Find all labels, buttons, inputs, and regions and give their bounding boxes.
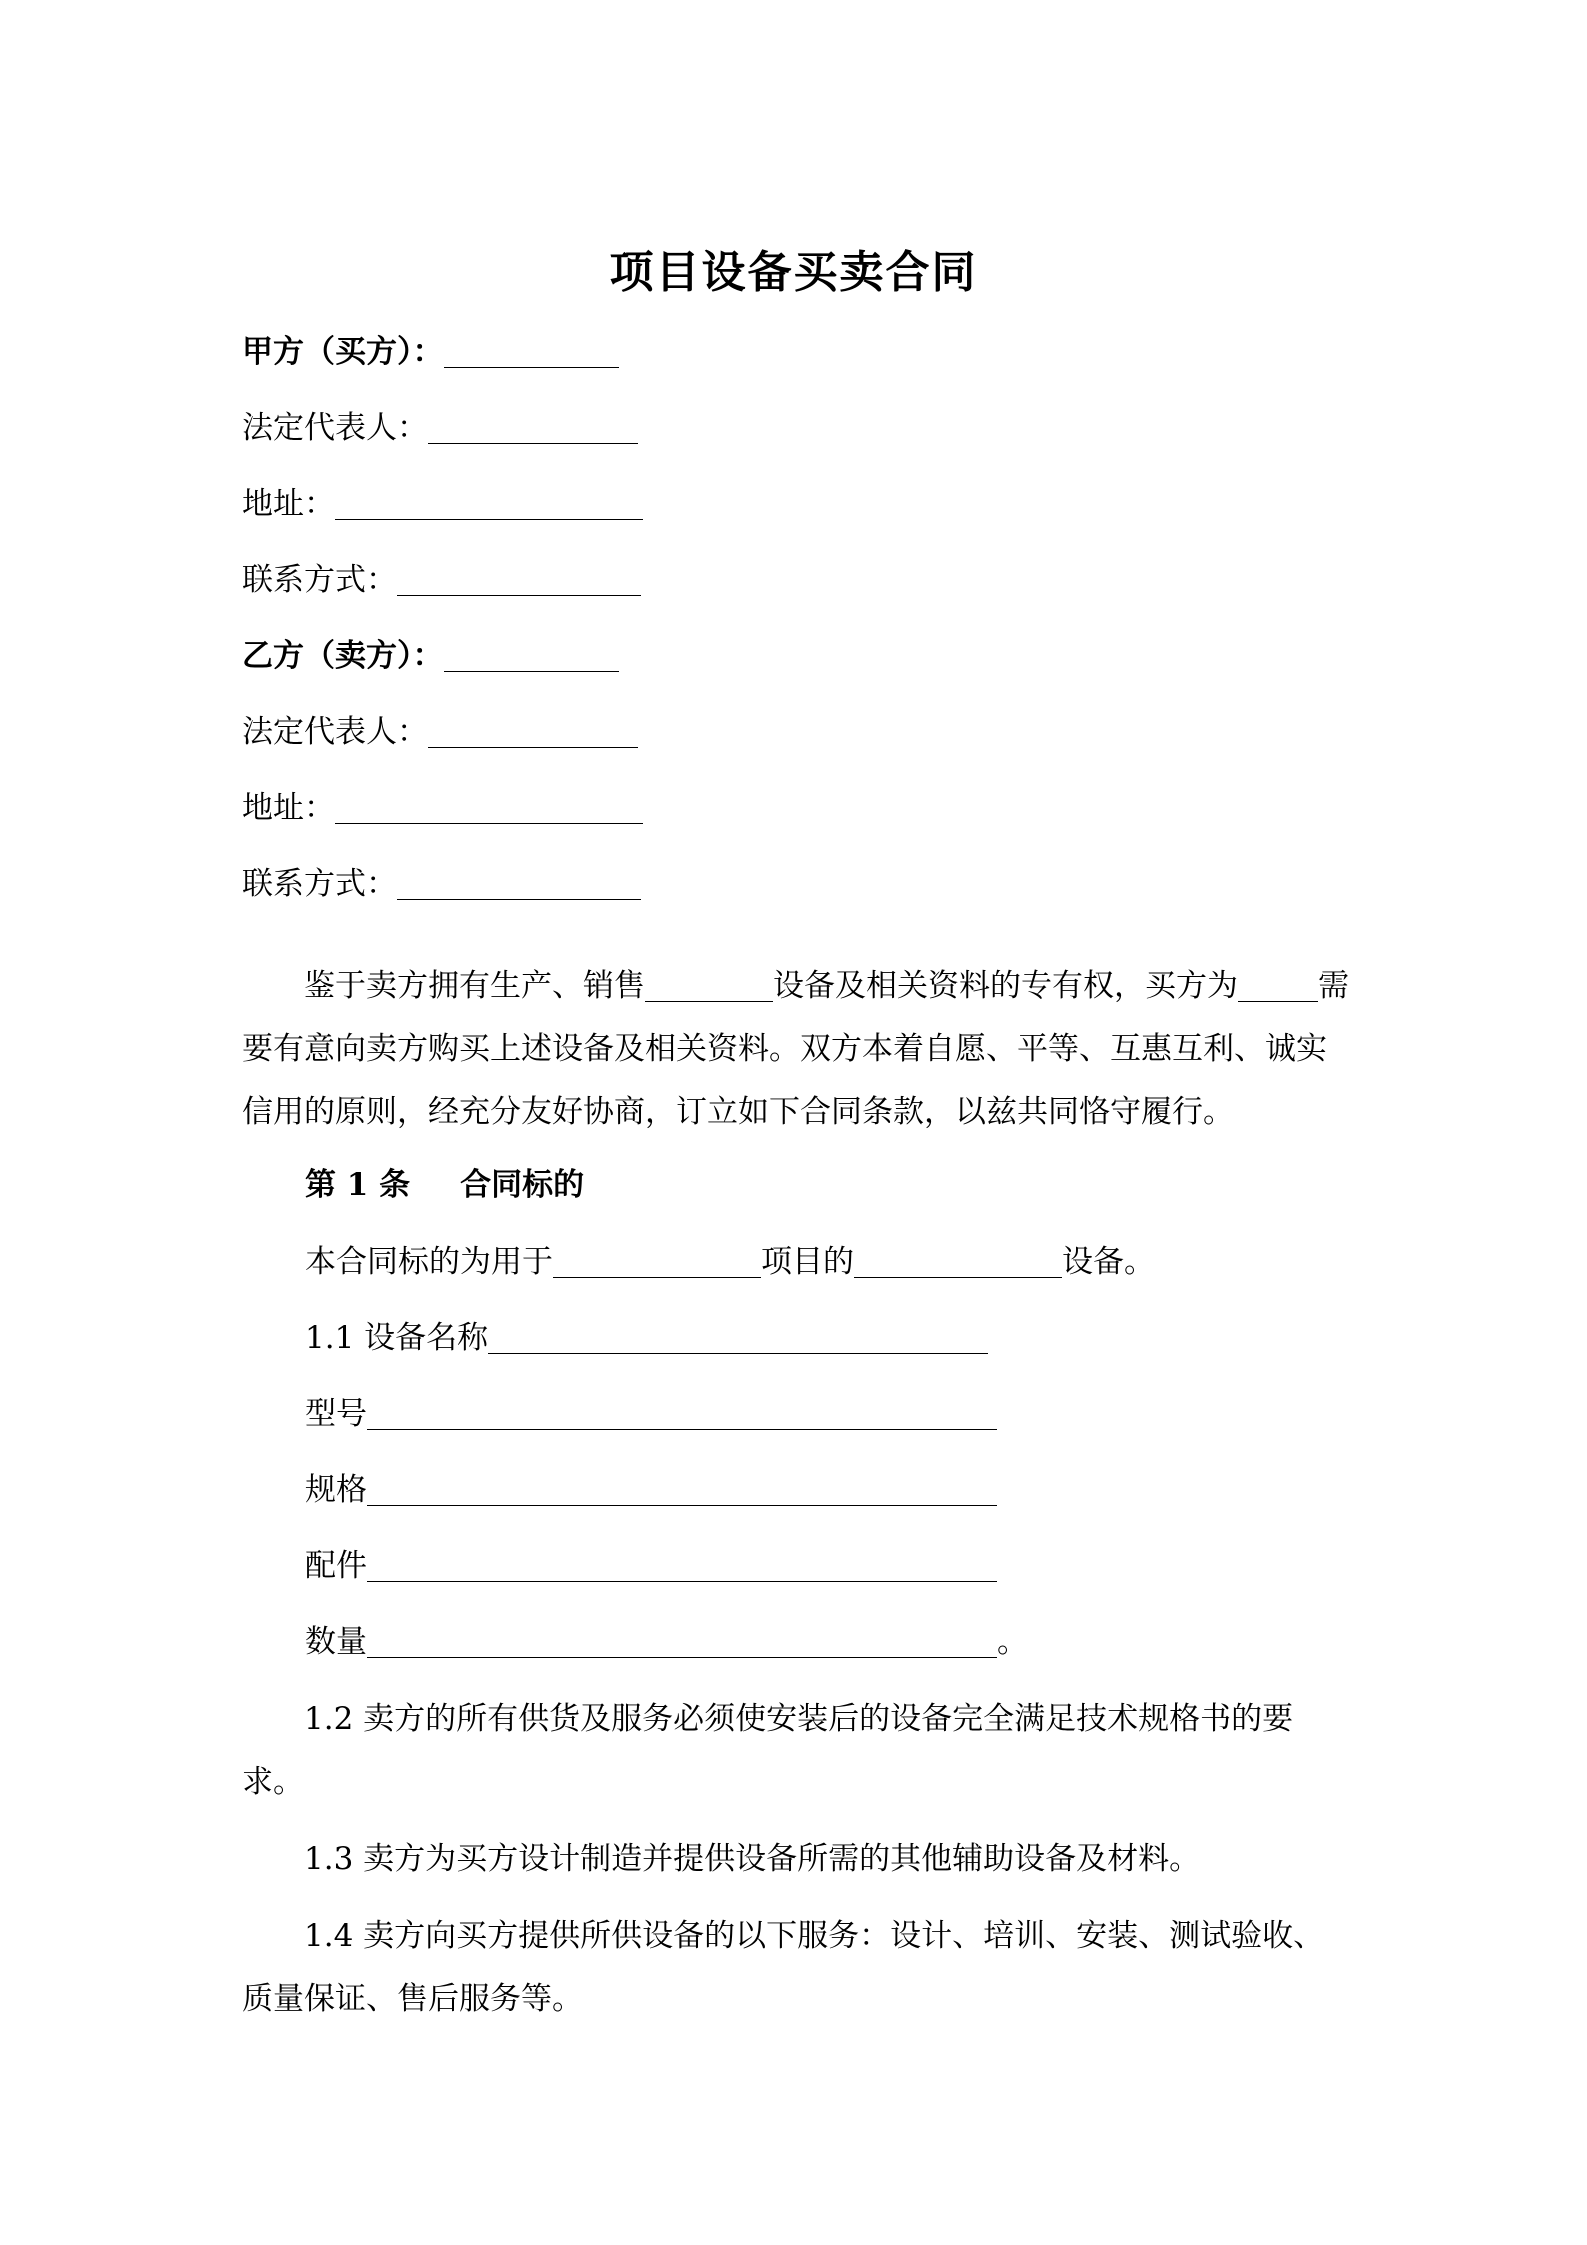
quantity-blank[interactable] [367,1627,997,1658]
party-a-addr-line [242,482,643,526]
quantity-period: 。 [997,1624,1028,1660]
party-b-addr-blank[interactable] [335,793,643,824]
subject-project-blank[interactable] [553,1247,761,1278]
preamble-text-3: 需要有意向卖方购买上述设备及相关资料。双方本着自愿、平等、互惠互利、诚实信用的原则，经充分友好协商，订立如下合同条款，以兹共同恪守履行。 [242,968,1349,1130]
parts-label: 配件 [305,1548,367,1584]
party-a-contact-line [242,558,641,602]
parts-line [305,1544,997,1588]
preamble-text-2: 设备及相关资料的专有权，买方为 [773,968,1238,1004]
party-a-contact-blank[interactable] [397,565,641,596]
party-a-contact-label: 联系方式： [242,562,397,598]
party-a-addr-blank[interactable] [335,489,643,520]
preamble-text-1: 鉴于卖方拥有生产、销售 [304,968,645,1004]
article-1-heading [305,1163,584,1207]
party-b-line [242,634,619,678]
subject-equipment-blank[interactable] [854,1247,1062,1278]
clause-1-3: 1.3 卖方为买方设计制造并提供设备所需的其他辅助设备及材料。 [304,1841,1201,1877]
model-label: 型号 [305,1396,367,1432]
party-a-rep-blank[interactable] [428,413,638,444]
spec-line [305,1468,997,1512]
equipment-name-line [305,1316,988,1360]
party-b-contact-label: 联系方式： [242,866,397,902]
party-b-blank[interactable] [444,641,619,672]
subject-text-2: 项目的 [761,1244,854,1280]
party-b-rep-line [242,710,638,754]
article-1-subject-line [305,1240,1155,1284]
party-b-addr-label: 地址： [242,790,335,826]
party-b-rep-blank[interactable] [428,717,638,748]
article-1-number: 第 1 条 [305,1167,411,1203]
party-a-blank[interactable] [444,337,619,368]
preamble-equipment-blank[interactable] [645,971,773,1002]
model-line [305,1392,997,1436]
party-b-contact-line [242,862,641,906]
model-blank[interactable] [367,1399,997,1430]
document-title: 项目设备买卖合同 [609,247,978,298]
subject-text-1: 本合同标的为用于 [305,1244,553,1280]
party-a-rep-line [242,406,638,450]
spec-label: 规格 [305,1472,367,1508]
clause-1-4: 1.4 卖方向买方提供所供设备的以下服务：设计、培训、安装、测试验收、质量保证、售后服务等。 [242,1918,1325,2017]
subject-text-3: 设备。 [1062,1244,1155,1280]
party-a-line [242,330,619,374]
preamble-purpose-blank[interactable] [1238,971,1318,1002]
equipment-name-label: 1.1 设备名称 [305,1320,489,1356]
party-a-label: 甲方（买方）： [242,334,444,370]
preamble-paragraph [242,955,1354,1144]
party-b-rep-label: 法定代表人： [242,714,428,750]
party-a-rep-label: 法定代表人： [242,410,428,446]
spec-blank[interactable] [367,1475,997,1506]
party-b-label: 乙方（卖方）： [242,638,444,674]
parts-blank[interactable] [367,1551,997,1582]
quantity-line [305,1620,1028,1664]
party-b-addr-line [242,786,643,830]
party-a-addr-label: 地址： [242,486,335,522]
clause-1-2: 1.2 卖方的所有供货及服务必须使安装后的设备完全满足技术规格书的要求。 [242,1701,1294,1800]
quantity-label: 数量 [305,1624,367,1660]
equipment-name-blank[interactable] [488,1323,988,1354]
article-1-title: 合同标的 [460,1167,585,1203]
party-b-contact-blank[interactable] [397,869,641,900]
